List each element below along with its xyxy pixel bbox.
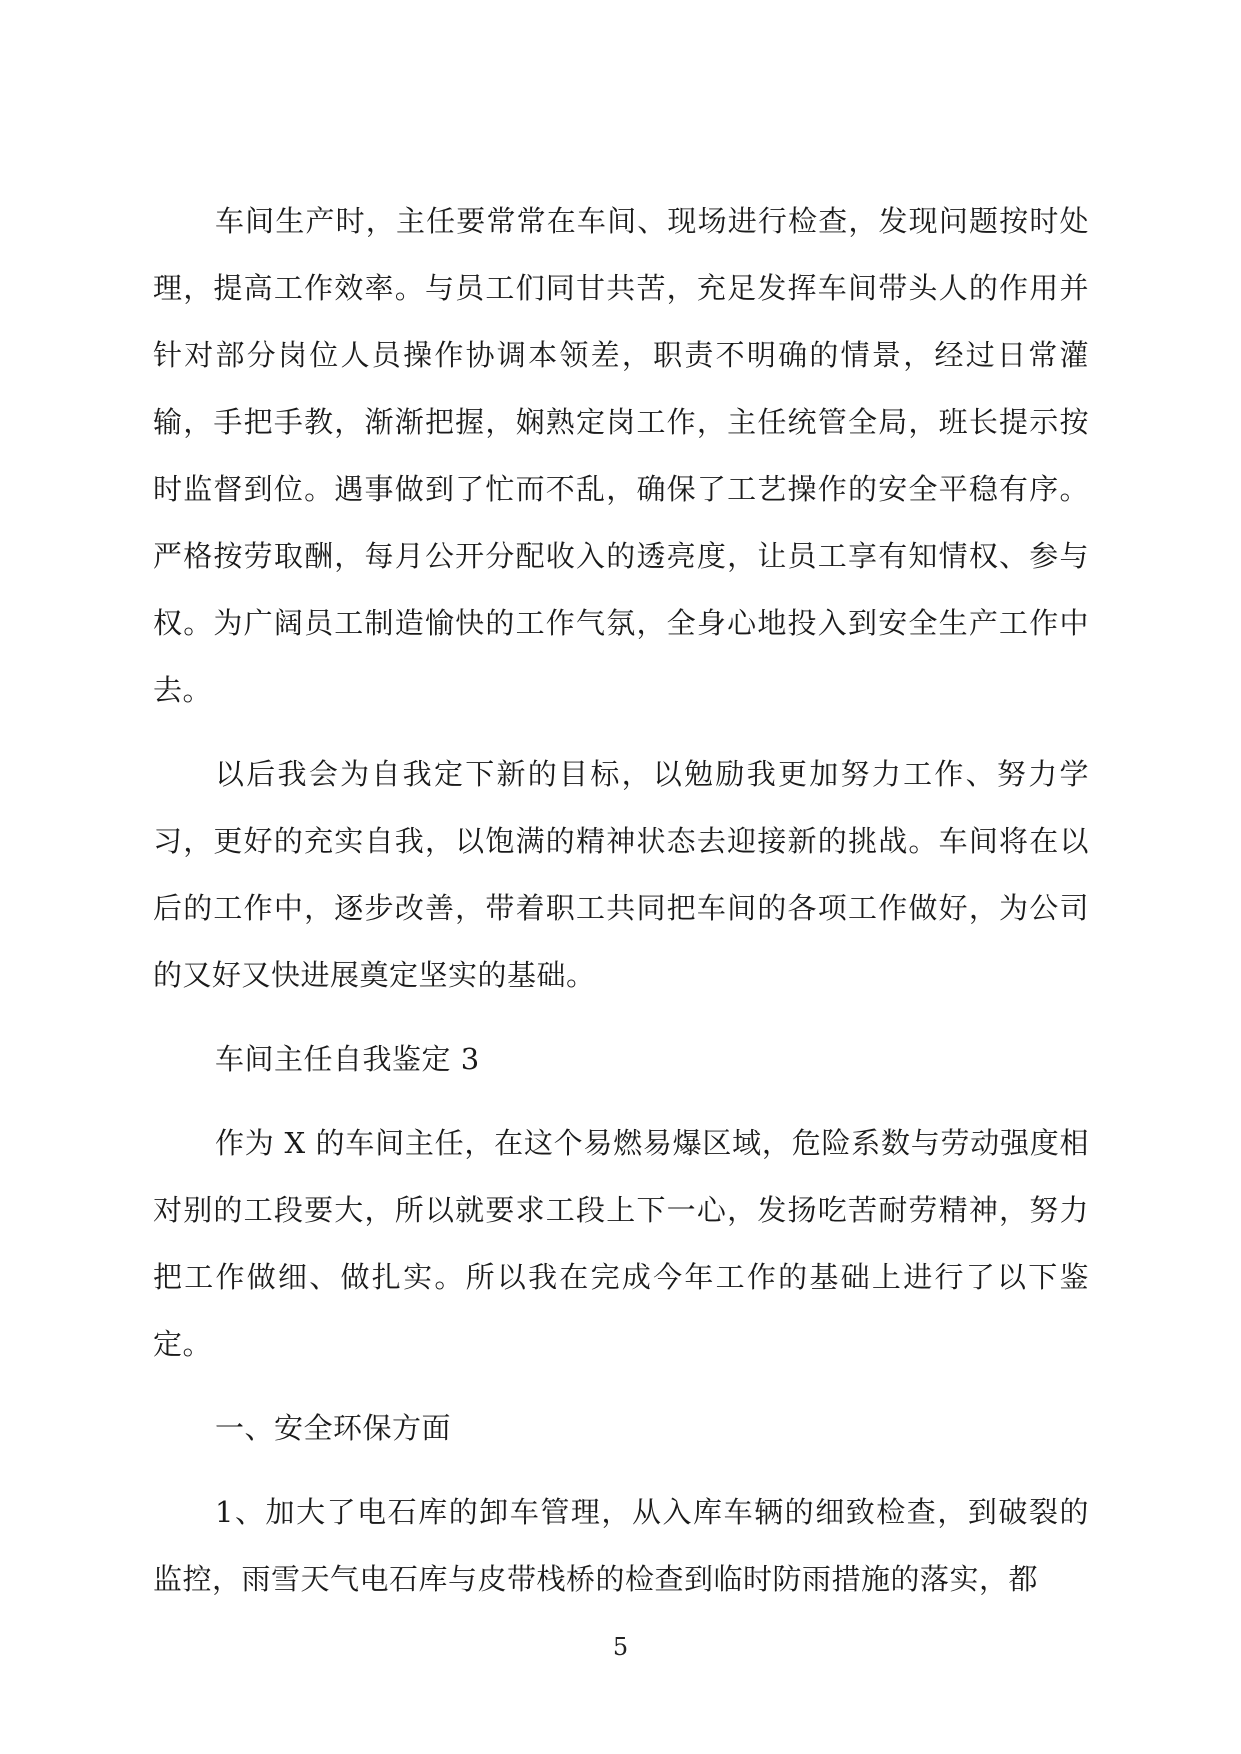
paragraph-workshop-production: 车间生产时，主任要常常在车间、现场进行检查，发现问题按时处理，提高工作效率。与员工们同甘共苦，充足发挥车间带头人的作用并针对部分岗位人员操作协调本领差，职责不明确的情景，经过日常灌输，手把手教，渐渐把握，娴熟定岗工作，主任统管全局，班长提示按时监督到位。遇事做到了忙而不乱，确保了工艺操作的安全平稳有序。严格按劳取酬，每月公开分配收入的透亮度，让员工享有知情权、参与权。为广阔员工制造愉快的工作气氛，全身心地投入到安全生产工作中去。	[153, 204, 1089, 707]
section-title-self-assessment-3: 车间主任自我鉴定 3	[215, 1042, 480, 1076]
subsection-title-safety-environment: 一、安全环保方面	[215, 1411, 452, 1445]
paragraph-unloading-management: 1、加大了电石库的卸车管理，从入库车辆的细致检查，到破裂的监控，雨雪天气电石库与皮带栈桥的检查到临时防雨措施的落实，都	[153, 1495, 1089, 1596]
paragraph-future-goals: 以后我会为自我定下新的目标，以勉励我更加努力工作、努力学习，更好的充实自我，以饱满的精神状态去迎接新的挑战。车间将在以后的工作中，逐步改善，带着职工共同把车间的各项工作做好，为公司的又好又快进展奠定坚实的基础。	[153, 757, 1089, 992]
paragraph-workshop-director-intro: 作为 X 的车间主任，在这个易燃易爆区域，危险系数与劳动强度相对别的工段要大，所以就要求工段上下一心，发扬吃苦耐劳精神，努力把工作做细、做扎实。所以我在完成今年工作的基础上进行了以下鉴定。	[153, 1126, 1089, 1361]
page-number: 5	[612, 1633, 629, 1661]
document-body	[153, 188, 1089, 1630]
